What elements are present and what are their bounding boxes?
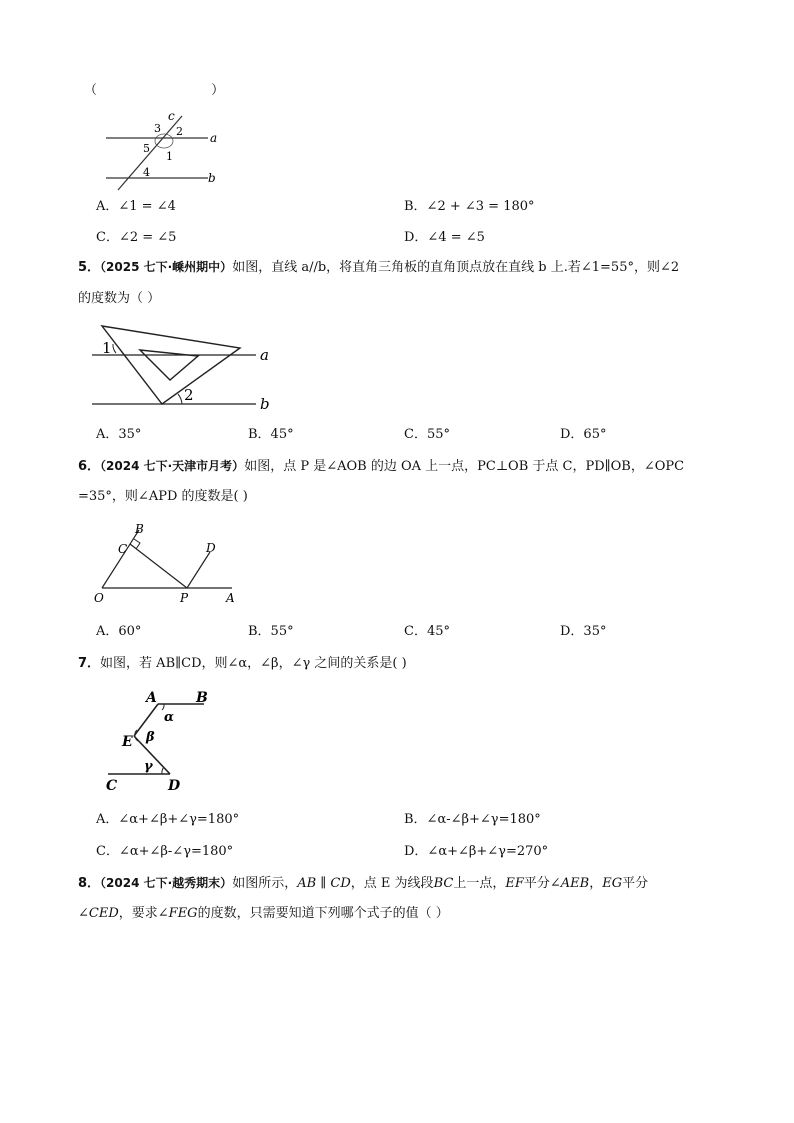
q7-option-a[interactable]: A．∠α+∠β+∠γ=180°	[96, 812, 240, 827]
q5-source: （2025 七下·嵊州期中）	[100, 260, 233, 274]
q7-option-c[interactable]: C．∠α+∠β-∠γ=180°	[96, 844, 234, 859]
q6-number: 6．	[78, 459, 101, 474]
q8-source: （2024 七下·越秀期末）	[100, 876, 233, 890]
q7-label-alpha: α	[164, 710, 175, 725]
q4-label-1: 1	[166, 150, 173, 163]
q7-figure	[100, 684, 230, 799]
q4-label-4: 4	[143, 166, 150, 179]
q5-number: 5．	[78, 260, 101, 275]
q6-label-B: B	[135, 522, 144, 536]
q5-option-d[interactable]: D．65°	[560, 427, 607, 442]
q6-option-a[interactable]: A．60°	[96, 624, 142, 639]
q4-label-a: a	[210, 131, 218, 145]
q5-label-b: b	[260, 395, 270, 413]
q4-label-b: b	[208, 171, 216, 185]
q7-option-b[interactable]: B．∠α-∠β+∠γ=180°	[404, 812, 541, 827]
q4-option-b[interactable]: B．∠2 + ∠3 = 180°	[404, 199, 535, 214]
q5-label-a: a	[260, 346, 269, 364]
q6-text: 如图，点 P 是∠AOB 的边 OA 上一点，PC⊥OB 于点 C，PD∥OB，∠OPC	[244, 459, 685, 474]
q6-label-P: P	[180, 591, 189, 605]
q6-source: （2024 七下·天津市月考）	[100, 459, 245, 473]
q6-label-O: O	[94, 591, 104, 605]
q6-stem-line2: =35°，则∠APD 的度数是( )	[78, 489, 248, 504]
q7-text: 如图，若 AB∥CD，则∠α，∠β，∠γ 之间的关系是( )	[100, 656, 407, 671]
q8-stem-line2: ∠CED，要求∠FEG的度数，只需要知道下列哪个式子的值（ ）	[78, 906, 449, 921]
q5-option-c[interactable]: C．55°	[404, 427, 450, 442]
q6-label-D: D	[206, 541, 216, 555]
q7-label-gamma: γ	[144, 759, 153, 774]
q5-stem-line2: 的度数为（ ）	[78, 291, 161, 306]
q4-option-c[interactable]: C．∠2 = ∠5	[96, 230, 177, 245]
q8-number: 8．	[78, 876, 101, 891]
q5-option-b[interactable]: B．45°	[248, 427, 294, 442]
q5-text: 如图，直线 a//b，将直角三角板的直角顶点放在直线 b 上.若∠1=55°，则∠2	[232, 260, 680, 275]
q6-label-C: C	[118, 542, 128, 556]
q7-stem	[78, 655, 407, 673]
q5-option-a[interactable]: A．35°	[96, 427, 142, 442]
q6-option-b[interactable]: B．55°	[248, 624, 294, 639]
q4-label-5: 5	[143, 142, 150, 155]
q7-option-d[interactable]: D．∠α+∠β+∠γ=270°	[404, 844, 549, 859]
q4-label-3: 3	[154, 122, 161, 135]
q5-label-1: 1	[102, 339, 112, 357]
q6-option-d[interactable]: D．35°	[560, 624, 607, 639]
q5-label-2: 2	[184, 386, 194, 404]
q7-number: 7．	[78, 656, 101, 671]
q8-stem-line1: 8．（2024 七下·越秀期末）如图所示，AB ∥ CD，点 E 为线段BC上一点，EF平分∠AEB，EG平分	[78, 876, 649, 891]
q4-option-d[interactable]: D．∠4 = ∠5	[404, 230, 485, 245]
q4-figure	[100, 108, 230, 188]
q7-label-C: C	[106, 778, 118, 794]
q6-label-A: A	[226, 591, 235, 605]
q7-label-A: A	[146, 690, 157, 706]
q7-label-B: B	[196, 690, 208, 706]
q4-label-c: c	[168, 109, 175, 123]
q4-label-2: 2	[176, 125, 183, 138]
q6-stem-line1	[78, 457, 684, 476]
q7-label-D: D	[168, 778, 181, 794]
q6-figure	[92, 520, 252, 610]
q7-label-beta: β	[146, 730, 155, 745]
q4-answer-blank: （ ）	[84, 83, 225, 98]
q5-stem-line1	[78, 258, 679, 277]
q7-label-E: E	[122, 734, 133, 750]
q5-figure	[92, 320, 292, 420]
q6-option-c[interactable]: C．45°	[404, 624, 450, 639]
q4-option-a[interactable]: A．∠1 = ∠4	[96, 199, 176, 214]
